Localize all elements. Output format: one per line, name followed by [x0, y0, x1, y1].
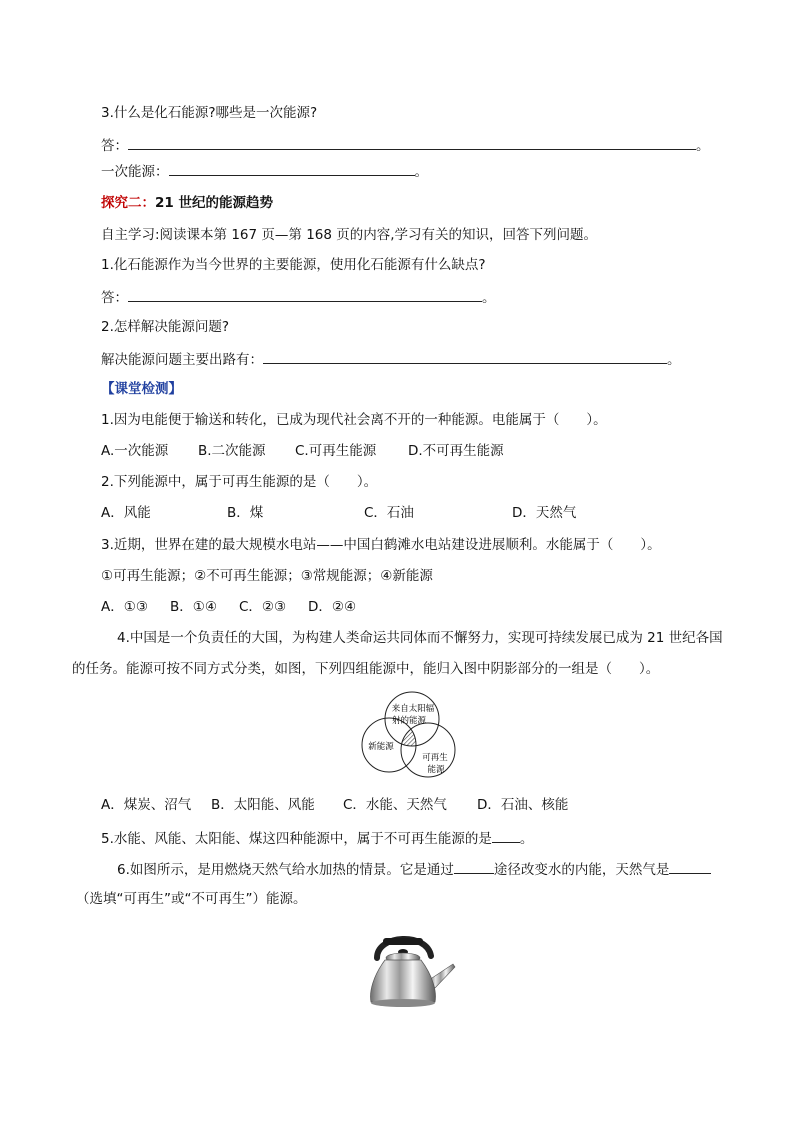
- check-question-3-statements: ①可再生能源；②不可再生能源；③常规能源；④新能源: [101, 568, 433, 584]
- option-d[interactable]: D．天然气: [512, 505, 577, 521]
- option-a[interactable]: A.一次能源: [101, 443, 169, 459]
- check-question-1-options: [101, 442, 504, 460]
- kettle-handle-grip: [383, 938, 423, 945]
- check-question-4-options: [101, 796, 568, 814]
- section-2-heading: [101, 194, 273, 212]
- check-question-3: 3.近期，世界在建的最大规模水电站——中国白鹤滩水电站建设进展顺利。水能属于（ ）。: [101, 537, 661, 553]
- kettle-body: [371, 960, 436, 1002]
- question-3: 3.什么是化石能源?哪些是一次能源?: [101, 105, 318, 121]
- kettle-base: [371, 999, 435, 1007]
- option-a[interactable]: A．煤炭、沼气: [101, 797, 192, 813]
- option-d[interactable]: D.不可再生能源: [408, 443, 504, 459]
- answer-blank[interactable]: [128, 287, 482, 302]
- check-question-6-line-1: [117, 859, 711, 879]
- answer-label: 答：: [101, 138, 128, 154]
- check-question-4-line-1: 4.中国是一个负责任的大国，为构建人类命运共同体而不懈努力，实现可持续发展已成为 21 世纪各国: [117, 630, 723, 646]
- option-b[interactable]: B．①④: [170, 599, 217, 615]
- primary-energy-end: 。: [414, 164, 428, 180]
- option-c[interactable]: C．水能、天然气: [343, 797, 447, 813]
- primary-energy-blank[interactable]: [169, 161, 415, 176]
- venn-label-new: 新能源: [368, 742, 394, 752]
- answer-label: 解决能源问题主要出路有：: [101, 352, 263, 368]
- section-2-label: 探究二：: [101, 195, 155, 211]
- option-a[interactable]: A．风能: [101, 505, 151, 521]
- option-c[interactable]: C．②③: [239, 599, 287, 615]
- section-2-question-1: 1.化石能源作为当今世界的主要能源，使用化石能源有什么缺点?: [101, 257, 486, 273]
- answer-end: 。: [696, 138, 710, 154]
- option-c[interactable]: C.可再生能源: [295, 443, 377, 459]
- section-2-title: 21 世纪的能源趋势: [155, 195, 273, 211]
- answer-line-q3: [101, 135, 710, 155]
- answer-line-s2q2: [101, 349, 681, 369]
- venn-label-renewable-1: 可再生: [422, 753, 448, 763]
- venn-diagram: [356, 690, 460, 786]
- option-c[interactable]: C．石油: [364, 505, 414, 521]
- check-question-4-line-2: 的任务。能源可按不同方式分类，如图，下列四组能源中，能归入图中阴影部分的一组是（ ）。: [72, 661, 660, 677]
- option-a[interactable]: A．①③: [101, 599, 148, 615]
- primary-energy-line: [101, 161, 428, 181]
- option-b[interactable]: B．煤: [227, 505, 264, 521]
- check-question-2-options: [101, 504, 576, 522]
- class-check-title: 【课堂检测】: [101, 381, 182, 397]
- option-b[interactable]: B.二次能源: [198, 443, 266, 459]
- question-5-blank[interactable]: [492, 828, 520, 843]
- question-5-end: 。: [519, 831, 534, 847]
- kettle-image: [363, 928, 457, 1010]
- option-d[interactable]: D．②④: [308, 599, 357, 615]
- venn-label-renewable-2: 能源: [427, 765, 445, 775]
- venn-label-solar-2: 射的能源: [391, 716, 427, 726]
- question-5-text: 5.水能、风能、太阳能、煤这四种能源中，属于不可再生能源的是: [101, 831, 492, 847]
- option-b[interactable]: B．太阳能、风能: [211, 797, 315, 813]
- primary-energy-label: 一次能源：: [101, 164, 169, 180]
- question-6-blank-1[interactable]: [454, 859, 494, 874]
- question-6-text-a: 6.如图所示，是用燃烧天然气给水加热的情景。它是通过: [117, 862, 454, 878]
- answer-line-s2q1: [101, 287, 496, 307]
- answer-end: 。: [667, 352, 681, 368]
- answer-blank[interactable]: [128, 135, 696, 150]
- venn-label-solar-1: 来自太阳辐: [391, 704, 435, 714]
- section-2-question-2: 2.怎样解决能源问题?: [101, 319, 230, 335]
- check-question-3-options: [101, 598, 356, 616]
- check-question-1: 1.因为电能便于输送和转化，已成为现代社会离不开的一种能源。电能属于（ ）。: [101, 412, 607, 428]
- option-d[interactable]: D．石油、核能: [477, 797, 569, 813]
- check-question-2: 2.下列能源中，属于可再生能源的是（ ）。: [101, 474, 378, 490]
- question-6-text-b: 途径改变水的内能，天然气是: [493, 862, 670, 878]
- answer-label: 答：: [101, 290, 128, 306]
- check-question-6-line-2: （选填“可再生”或“不可再生”）能源。: [76, 891, 307, 907]
- check-question-5: [101, 828, 533, 848]
- answer-end: 。: [482, 290, 496, 306]
- question-6-blank-2[interactable]: [669, 859, 711, 874]
- answer-blank[interactable]: [263, 349, 667, 364]
- self-study-instruction: 自主学习:阅读课本第 167 页—第 168 页的内容,学习有关的知识，回答下列问题。: [101, 227, 598, 243]
